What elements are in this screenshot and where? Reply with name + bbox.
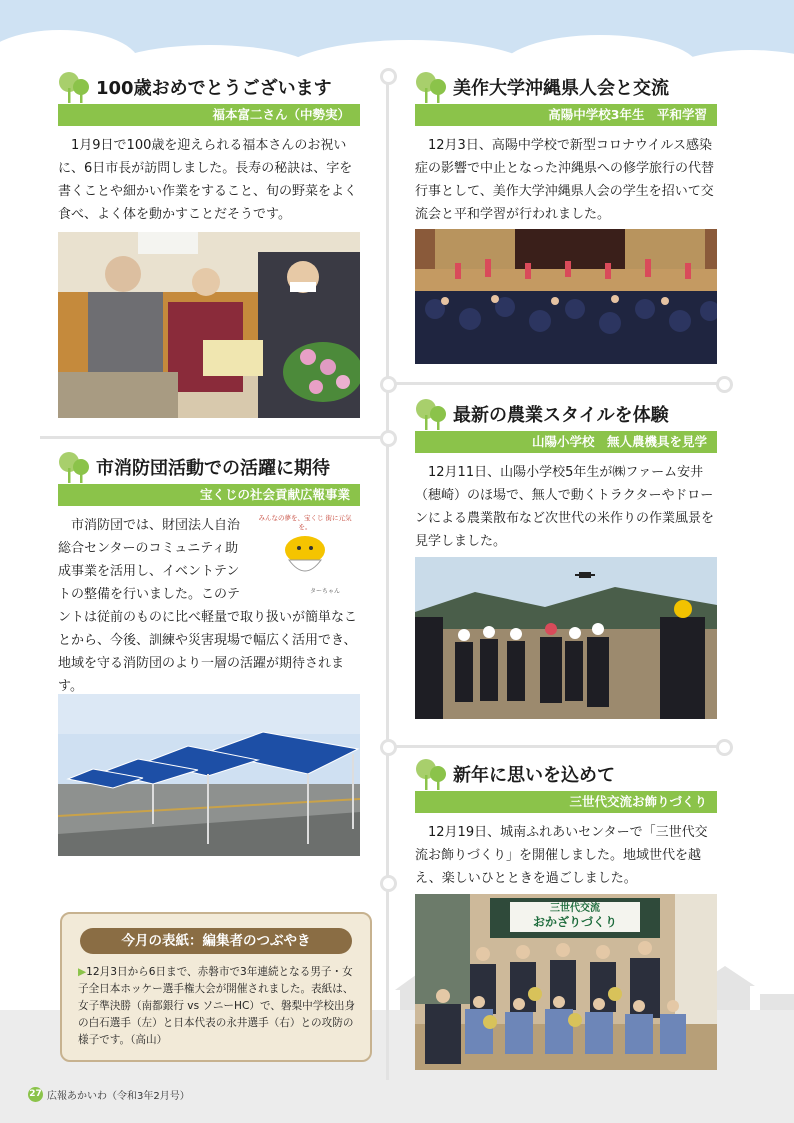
section-title: 市消防団活動での活躍に期待: [96, 458, 330, 479]
logo-text: みんなの夢を、宝くじ 街に元気を。: [258, 514, 352, 531]
photo-tents: [58, 694, 360, 856]
event-sign: [510, 902, 640, 932]
takarakuji-logo: [250, 514, 360, 594]
tree-icon: [415, 397, 447, 431]
editor-box-title: 今月の表紙：編集者のつぶやき: [80, 928, 352, 954]
photo-newyear: [415, 894, 717, 1070]
timeline-dot: [380, 68, 397, 85]
sign-line-1: 三世代交流: [550, 903, 600, 914]
photo-okinawa: [415, 229, 717, 364]
section-firefighters: [58, 450, 360, 698]
page-number: 27: [28, 1087, 43, 1102]
publication-name: 広報あかいわ（令和3年2月号）: [47, 1091, 190, 1102]
section-subtitle: 福本富二さん（中勢実）: [58, 104, 360, 126]
section-subtitle: 高陽中学校3年生 平和学習: [415, 104, 717, 126]
tree-icon: [58, 450, 90, 484]
timeline-dot: [380, 376, 397, 393]
section-title: 最新の農業スタイルを体験: [453, 405, 669, 426]
section-body: 1月9日で100歳を迎えられる福本さんのお祝いに、6日市長が訪問しました。長寿の秘訣は、字を書くことや細かい作業をすること、旬の野菜をよく食べ、よく体を動かすことだそうです。: [58, 138, 358, 222]
section-okinawa: [415, 70, 717, 226]
photo-centenarian: [58, 232, 360, 418]
section-title: 新年に思いを込めて: [453, 765, 615, 786]
section-body: 12月11日、山陽小学校5年生が㈱ファーム安井（穂崎）のほ場で、無人で動くトラクターやドローンによる農業散布など次世代の米作りの作業風景を見学しました。: [415, 465, 715, 549]
editor-box: [60, 912, 372, 1062]
section-body: 市消防団では、財団法人自治総合センターのコミュニティ助成事業を活用し、イベントテントの整備を行いました。このテントは従前のものに比べ軽量で取り扱いが簡単なことから、今後、訓練や災害現場で幅広く活用でき、地域を守る消防団のより一層の活躍が期待されます。: [58, 518, 358, 694]
sign-line-2: おかざりづくり: [532, 915, 617, 929]
editor-box-text: [78, 964, 360, 1049]
mascot-name: ターちゃん: [310, 588, 341, 595]
timeline-dot: [716, 376, 733, 393]
section-subtitle: 三世代交流お飾りづくり: [415, 791, 717, 813]
divider: [40, 436, 390, 439]
tree-icon: [415, 757, 447, 791]
tree-icon: [58, 70, 90, 104]
section-title: 100歳おめでとうございます: [96, 78, 332, 99]
timeline-dot: [380, 875, 397, 892]
tree-icon: [415, 70, 447, 104]
timeline-line: [386, 75, 389, 1080]
section-body: 12月19日、城南ふれあいセンターで「三世代交流お飾りづくり」を開催しました。地域世代を越え、楽しいひとときを過ごしました。: [415, 825, 708, 886]
triangle-marker-icon: ▶: [78, 966, 87, 978]
timeline-dot: [380, 430, 397, 447]
photo-farming: [415, 557, 717, 719]
section-body: 12月3日、高陽中学校で新型コロナウイルス感染症の影響で中止となった沖縄県への修学旅行の代替行事として、美作大学沖縄県人会の学生を招いて交流会と平和学習が行われました。: [415, 138, 715, 222]
editor-box-body: 12月3日から6日まで、赤磐市で3年連続となる男子・女子全日本ホッケー選手権大会が開催されました。表紙は、女子準決勝（南都銀行 vs ソニーHC）で、磐梨中学校出身の白石選手（左）と日本代表の永井選手（右）との攻防の様子です。（高山）: [78, 966, 356, 1046]
section-subtitle: 山陽小学校 無人農機具を見学: [415, 431, 717, 453]
page-footer: [28, 1087, 190, 1102]
divider: [386, 745, 726, 748]
timeline-dot: [380, 739, 397, 756]
section-newyear: [415, 757, 717, 890]
section-centenarian: [58, 70, 360, 226]
divider: [386, 382, 726, 385]
section-title: 美作大学沖縄県人会と交流: [453, 78, 669, 99]
section-subtitle: 宝くじの社会貢献広報事業: [58, 484, 360, 506]
section-farming: [415, 397, 717, 553]
mascot-icon: [275, 532, 335, 584]
timeline-dot: [716, 739, 733, 756]
